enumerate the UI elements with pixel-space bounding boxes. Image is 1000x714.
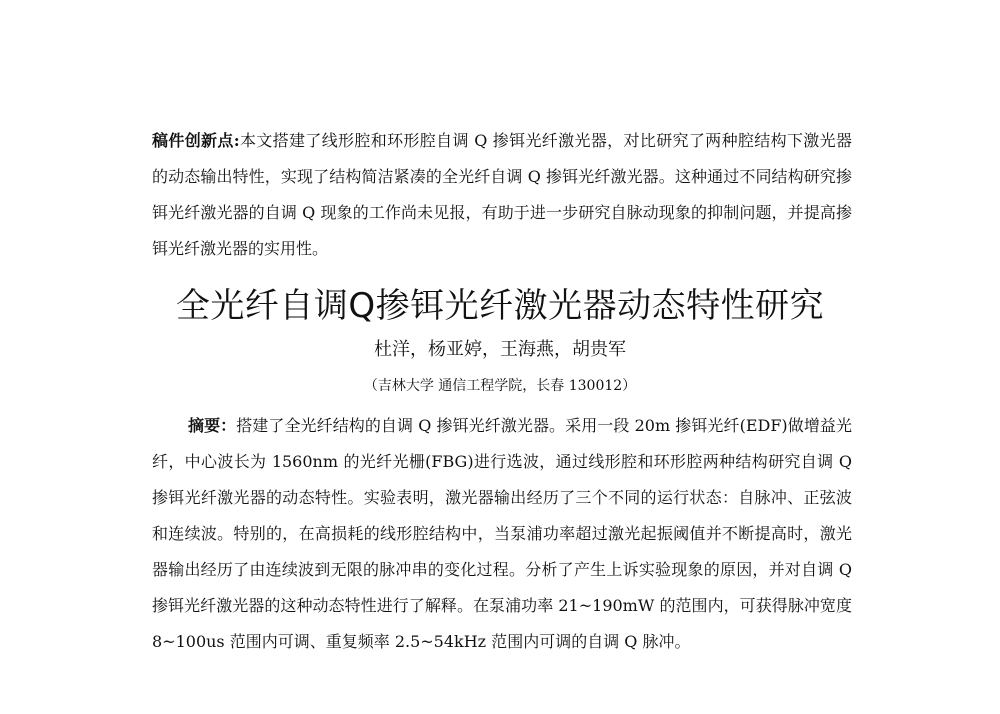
paper-title: 全光纤自调Q掺铒光纤激光器动态特性研究 (175, 286, 825, 326)
abstract-paragraph (152, 408, 852, 660)
paper-affiliation: （吉林大学 通信工程学院，长春 130012） (363, 378, 637, 394)
abstract-text: 搭建了全光纤结构的自调 Q 掺铒光纤激光器。采用一段 20m 掺铒光纤(EDF)做增益光纤，中心波长为 1560nm 的光纤光栅(FBG)进行选波，通过线形腔和环形腔两种结构研究自调 Q 掺铒光纤激光器的动态特性。实验表明，激光器输出经历了三个不同的运行状态：自脉冲、正弦波和连续波。特别的，在高损耗的线形腔结构中，当泵浦功率超过激光起振阈值并不断提高时，激光器输出经历了由连续波到无限的脉冲串的变化过程。分析了产生上诉实验现象的原因，并对自调 Q 掺铒光纤激光器的这种动态特性进行了解释。在泵浦功率 21~190mW 的范围内，可获得脉冲宽度 8~100us 范围内可调、重复频率 2.5~54kHz 范围内可调的自调 Q 脉冲。 (152, 416, 852, 651)
innovation-paragraph (152, 123, 852, 267)
innovation-label: 稿件创新点: (152, 131, 240, 150)
paper-authors: 杜洋，杨亚婷，王海燕，胡贵军 (374, 339, 626, 360)
abstract-label: 摘要： (188, 416, 237, 435)
innovation-text: 本文搭建了线形腔和环形腔自调 Q 掺铒光纤激光器，对比研究了两种腔结构下激光器的动态输出特性，实现了结构简洁紧凑的全光纤自调 Q 掺铒光纤激光器。这种通过不同结构研究掺铒光纤激光器的自调 Q 现象的工作尚未见报，有助于进一步研究自脉动现象的抑制问题，并提高掺铒光纤激光器的实用性。 (152, 131, 852, 258)
